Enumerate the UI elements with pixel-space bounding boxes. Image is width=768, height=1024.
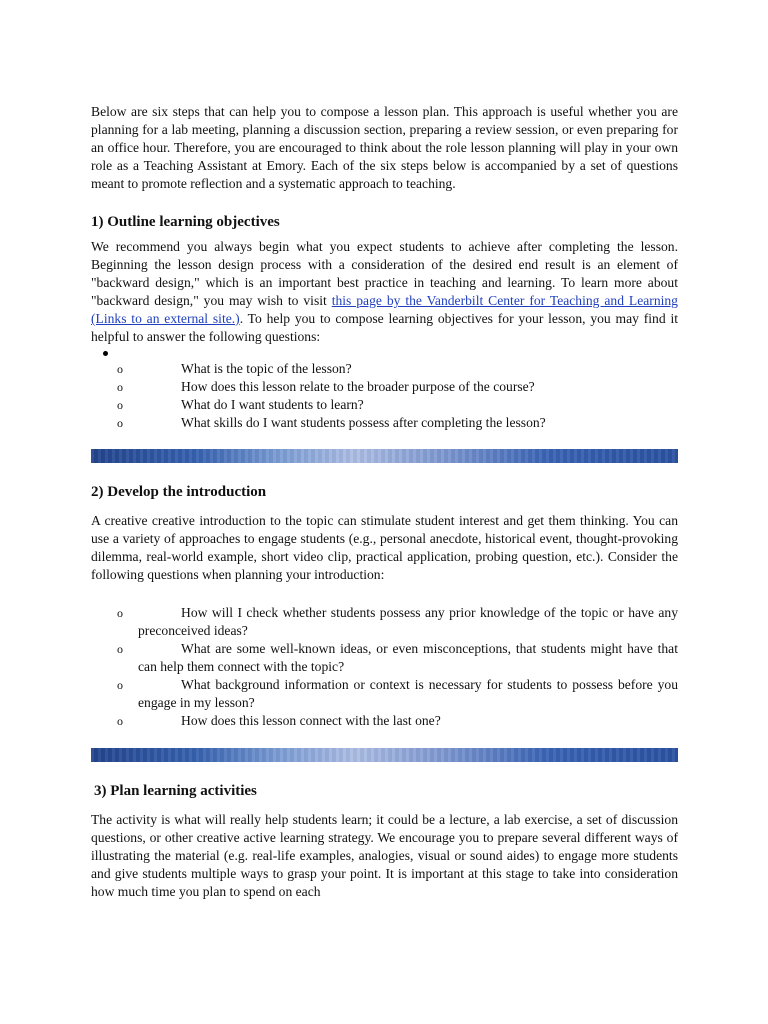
question-text: What skills do I want students possess after completing the lesson? bbox=[181, 415, 546, 430]
question-text: What background information or context is necessary for students to possess before you engage in my lesson? bbox=[138, 677, 678, 710]
circle-bullet-icon: o bbox=[117, 606, 123, 620]
question-text: What do I want students to learn? bbox=[181, 397, 364, 412]
section-divider bbox=[91, 748, 678, 762]
section-3-paragraph: The activity is what will really help students learn; it could be a lecture, a lab exercise, a set of discussion questions, or other creative active learning strategy. We encourage you to prepare several different ways of illustrating the material (e.g. real-life examples, analogies, visual or sound aides) to engage more students and give students multiple ways to grasp your point. It is important at this stage to take into consideration how much time you plan to spend on each bbox=[91, 812, 678, 899]
section-2-heading: 2) Develop the introduction bbox=[91, 484, 267, 500]
section-2-paragraph: A creative creative introduction to the topic can stimulate student interest and get them thinking. You can use a variety of approaches to engage students (e.g., personal anecdote, historical event, thought-provoking dilemma, real-world example, short video clip, practical application, probing question, etc.). Consider the following questions when planning your introduction: bbox=[91, 513, 678, 582]
list-item bbox=[91, 604, 678, 640]
circle-bullet-icon: o bbox=[117, 398, 123, 412]
circle-bullet-icon: o bbox=[117, 380, 123, 394]
list-item bbox=[91, 676, 678, 712]
circle-bullet-icon: o bbox=[117, 642, 123, 656]
section-divider bbox=[91, 449, 678, 463]
section-2-question-list bbox=[91, 604, 678, 730]
section-3-heading: 3) Plan learning activities bbox=[94, 783, 257, 799]
question-text: How does this lesson relate to the broader purpose of the course? bbox=[181, 379, 535, 394]
section-1-text-before-link: We recommend you always begin what you expect students to achieve after completing the lesson. Beginning the lesson design process with a consideration of the desired end result is an element of "backward design," which is an important best practice in teaching and learning. To learn more about "backward design," you may wish to visit bbox=[91, 239, 678, 308]
question-text: What is the topic of the lesson? bbox=[181, 361, 352, 376]
bullet-dot-icon bbox=[103, 351, 108, 356]
list-item bbox=[91, 378, 678, 396]
section-1-paragraph bbox=[91, 238, 678, 346]
question-text: How does this lesson connect with the last one? bbox=[181, 713, 441, 728]
section-1-heading: 1) Outline learning objectives bbox=[91, 214, 280, 230]
empty-bullet bbox=[91, 346, 678, 360]
question-text: How will I check whether students possess any prior knowledge of the topic or have any preconceived ideas? bbox=[138, 605, 678, 638]
section-1-text-after-link: . To help you to compose learning objectives for your lesson, you may find it helpful to answer the following questions: bbox=[91, 311, 678, 344]
question-text: What are some well-known ideas, or even misconceptions, that students might have that can help them connect with the topic? bbox=[138, 641, 678, 674]
list-item bbox=[91, 414, 678, 432]
list-item bbox=[91, 712, 678, 730]
circle-bullet-icon: o bbox=[117, 416, 123, 430]
intro-paragraph: Below are six steps that can help you to compose a lesson plan. This approach is useful whether you are planning for a lab meeting, planning a discussion section, preparing a review session, or even preparing for an office hour. Therefore, you are encouraged to think about the role lesson planning will play in your own role as a Teaching Assistant at Emory. Each of the six steps below is accompanied by a set of questions meant to promote reflection and a systematic approach to teaching. bbox=[91, 104, 678, 191]
section-1-question-list bbox=[91, 360, 678, 432]
list-item bbox=[91, 360, 678, 378]
circle-bullet-icon: o bbox=[117, 362, 123, 376]
document-page bbox=[91, 103, 678, 901]
vanderbilt-link[interactable]: this page by the Vanderbilt Center for Teaching and Learning (Links to an external site.) bbox=[91, 293, 678, 326]
circle-bullet-icon: o bbox=[117, 714, 123, 728]
list-item bbox=[91, 396, 678, 414]
circle-bullet-icon: o bbox=[117, 678, 123, 692]
list-item bbox=[91, 640, 678, 676]
